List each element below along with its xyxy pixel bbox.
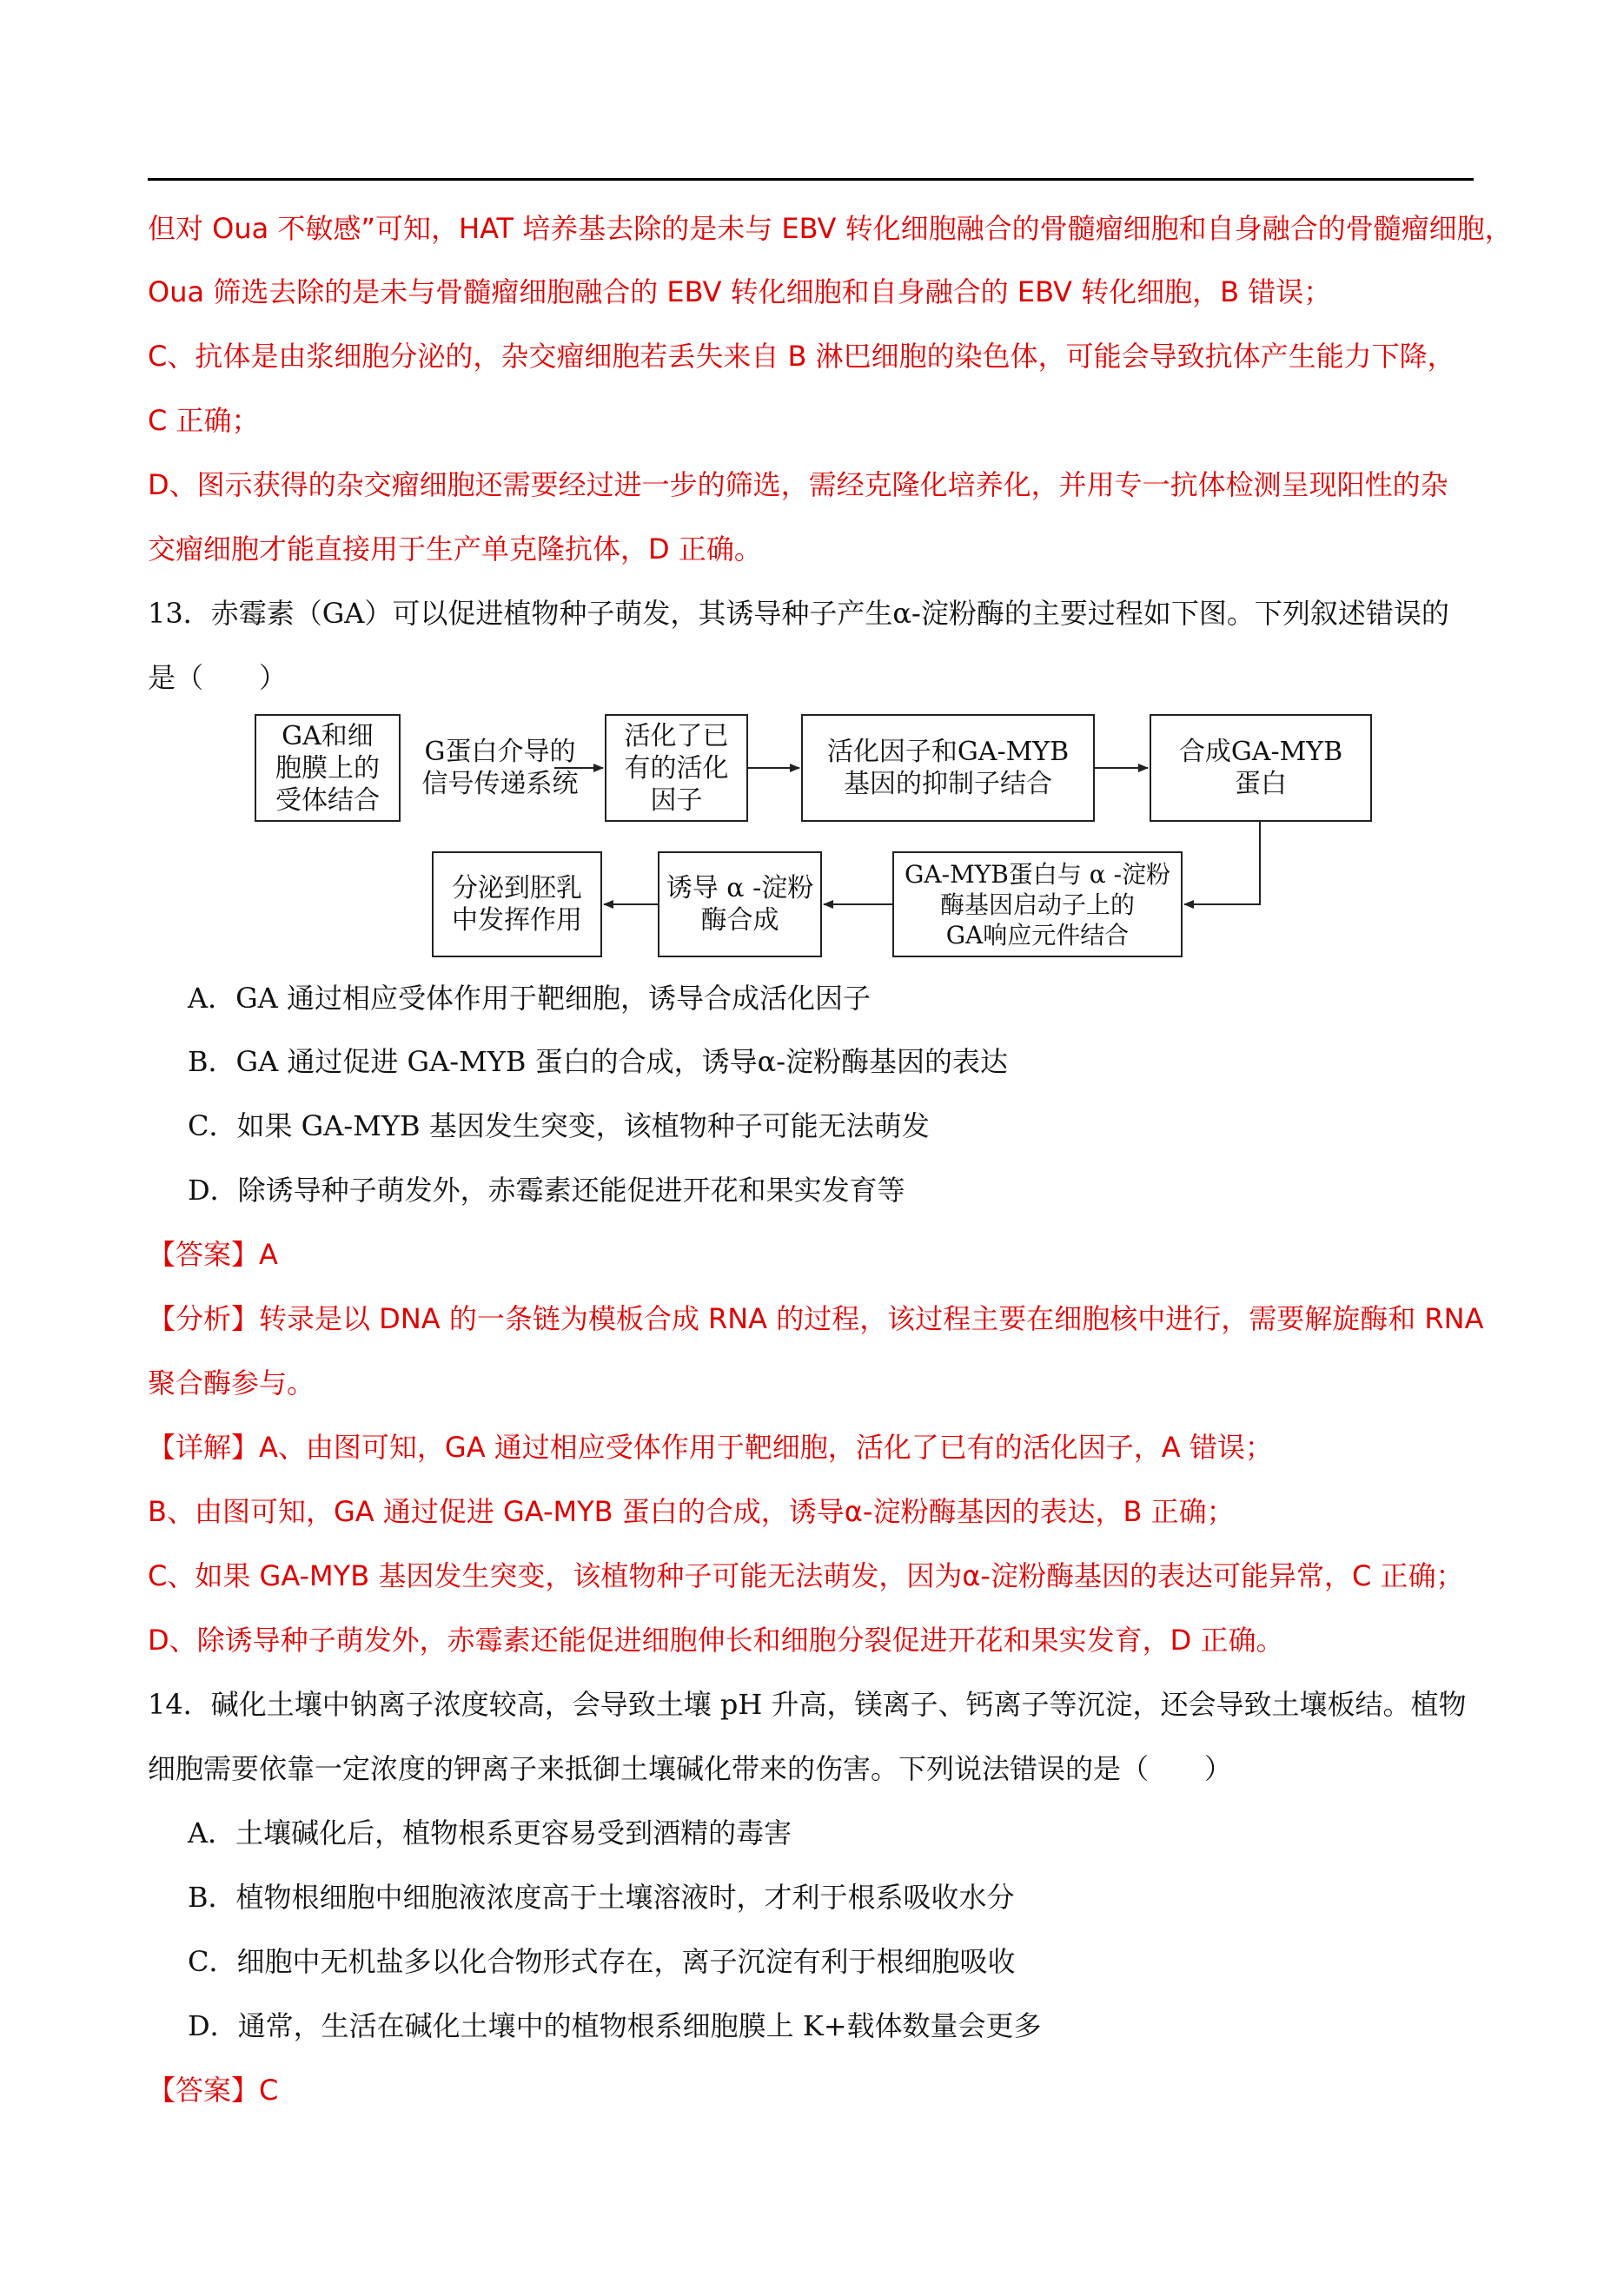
text-line: 但对 Oua 不敏感”可知，HAT 培养基去除的是未与 EBV 转化细胞融合的骨髓瘤细胞和自身融合的骨髓瘤细胞， [148,212,1513,245]
arrow-down-left [1184,822,1260,904]
option-14-d: D．通常，生活在碱化土壤中的植物根系细胞膜上 K+载体数量会更多 [188,2009,1042,2042]
analysis-line: 聚合酶参与。 [148,1366,315,1399]
text-line: C 正确； [148,404,260,437]
answer-13: 【答案】A [148,1238,278,1271]
analysis-line: 【分析】转录是以 DNA 的一条链为模板合成 RNA 的过程，该过程主要在细胞核中进行，需要解旋酶和 RNA [148,1302,1484,1335]
option-14-a: A．土壤碱化后，植物根系更容易受到酒精的毒害 [188,1816,792,1849]
diagram-box-amylase-synthesis: 诱导 α -淀粉 酶合成 [658,851,822,957]
diagram-box-ga-receptor: GA和细 胞膜上的 受体结合 [255,714,401,822]
explanation-line: D、除诱导种子萌发外，赤霉素还能促进细胞伸长和细胞分裂促进开花和果实发育，D 正确。 [148,1624,1284,1657]
option-13-c: C．如果 GA-MYB 基因发生突变，该植物种子可能无法萌发 [188,1109,930,1142]
answer-14: 【答案】C [148,2074,279,2107]
option-14-b: B．植物根细胞中细胞液浓度高于土壤溶液时，才利于根系吸收水分 [188,1881,1015,1914]
question-14-stem-end: 细胞需要依靠一定浓度的钾离子来抵御土壤碱化带来的伤害。下列说法错误的是（ ） [148,1752,1233,1785]
diagram-box-repressor-binding: 活化因子和GA-MYB 基因的抑制子结合 [801,714,1095,822]
question-13-stem: 13．赤霉素（GA）可以促进植物种子萌发，其诱导种子产生α-淀粉酶的主要过程如下图。下列叙述错误的 [148,597,1449,630]
option-13-a: A．GA 通过相应受体作用于靶细胞，诱导合成活化因子 [188,982,871,1015]
text-line: D、图示获得的杂交瘤细胞还需要经过进一步的筛选，需经克隆化培养化，并用专一抗体检测呈现阳性的杂 [148,468,1448,501]
diagram-box-activated-factor: 活化了已 有的活化 因子 [605,714,748,822]
diagram-box-g-protein: G蛋白介导的 信号传递系统 [421,737,579,799]
option-14-c: C．细胞中无机盐多以化合物形式存在，离子沉淀有利于根细胞吸收 [188,1945,1016,1978]
diagram-box-promoter-binding: GA-MYB蛋白与 α -淀粉 酶基因启动子上的 GA响应元件结合 [892,851,1183,957]
explanation-line: 【详解】A、由图可知，GA 通过相应受体作用于靶细胞，活化了已有的活化因子，A 错误； [148,1431,1273,1464]
question-14-stem: 14．碱化土壤中钠离子浓度较高，会导致土壤 pH 升高，镁离子、钙离子等沉淀，还会导致土壤板结。植物 [148,1688,1467,1721]
text-line: Oua 筛选去除的是未与骨髓瘤细胞融合的 EBV 转化细胞和自身融合的 EBV 转化细胞，B 错误； [148,275,1332,308]
option-13-d: D．除诱导种子萌发外，赤霉素还能促进开花和果实发育等 [188,1174,905,1207]
text-line: C、抗体是由浆细胞分泌的，杂交瘤细胞若丢失来自 B 淋巴细胞的染色体，可能会导致抗体产生能力下降， [148,340,1455,373]
explanation-line: B、由图可知，GA 通过促进 GA-MYB 蛋白的合成，诱导α-淀粉酶基因的表达，B 正确； [148,1495,1235,1528]
diagram-box-secretion: 分泌到胚乳 中发挥作用 [432,851,602,957]
diagram-box-synthesis-ga-myb: 合成GA-MYB 蛋白 [1150,714,1372,822]
text-line: 交瘤细胞才能直接用于生产单克隆抗体，D 正确。 [148,533,762,566]
explanation-line: C、如果 GA-MYB 基因发生突变，该植物种子可能无法萌发，因为α-淀粉酶基因的表达可能异常，C 正确； [148,1559,1464,1592]
question-13-stem-end: 是（ ） [148,661,288,694]
option-13-b: B．GA 通过促进 GA-MYB 蛋白的合成，诱导α-淀粉酶基因的表达 [188,1045,1009,1078]
